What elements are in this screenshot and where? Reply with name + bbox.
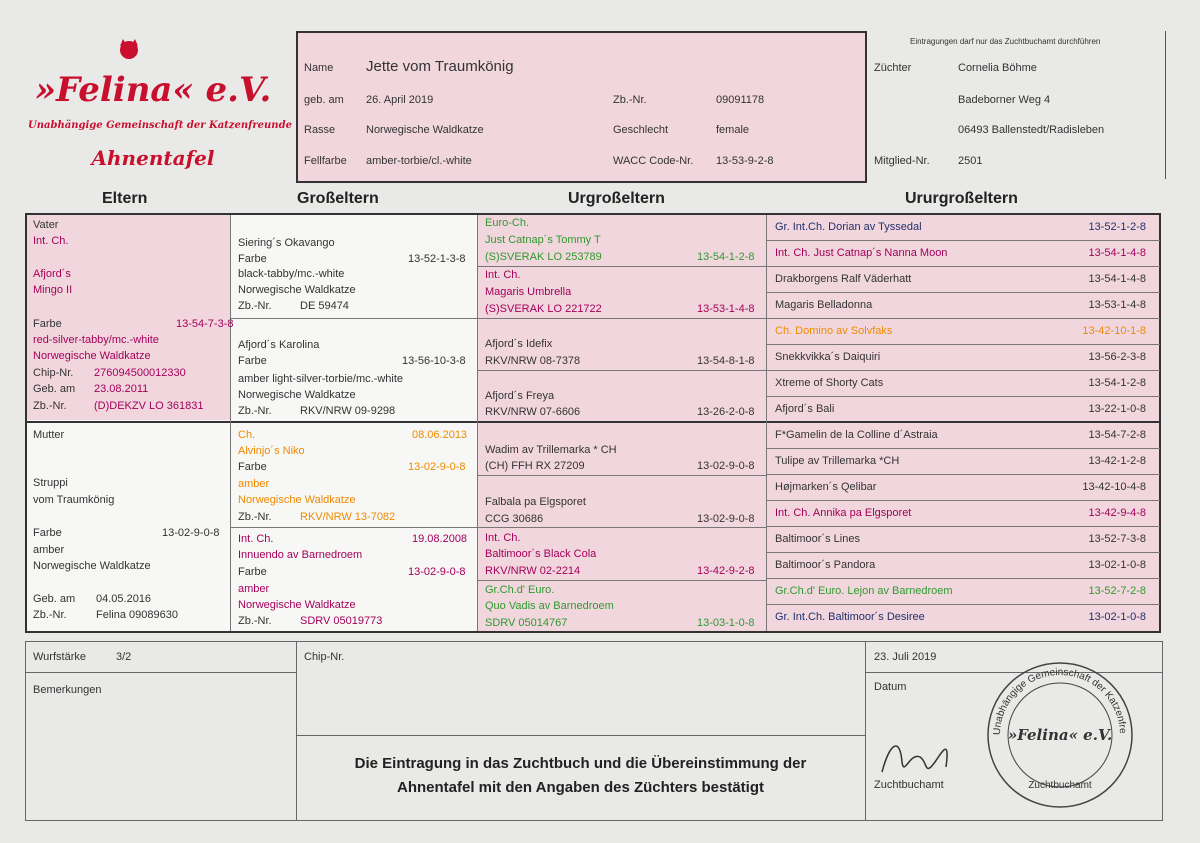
gggp-row bbox=[767, 319, 1160, 345]
breeder-street: Badeborner Weg 4 bbox=[958, 94, 1051, 106]
gggp-code: 13-02-1-0-8 bbox=[1088, 559, 1146, 571]
ggp-reg: RKV/NRW 08-7378 bbox=[485, 355, 581, 367]
breeder-label: Züchter bbox=[874, 62, 912, 74]
ggp-reg: (CH) FFH RX 27209 bbox=[485, 460, 585, 472]
mother-breed: Norwegische Waldkatze bbox=[33, 560, 151, 572]
father-name-1: Afjord´s bbox=[33, 268, 71, 280]
mother-geb-label: Geb. am bbox=[33, 593, 76, 605]
header-greatgrandparents: Urgroßeltern bbox=[568, 190, 665, 207]
header-grandparents: Großeltern bbox=[297, 190, 379, 207]
gggp-name: Gr. Int.Ch. Dorian av Tyssedal bbox=[775, 221, 922, 233]
stamp-ring-text: Unabhängige Gemeinschaft der Katzenfre bbox=[991, 666, 1129, 736]
member-value: 2501 bbox=[958, 155, 983, 167]
gggp-row bbox=[767, 475, 1160, 501]
confirmation-line-1: Die Eintragung in das Zuchtbuch und die Übereinstimmung der bbox=[354, 755, 807, 772]
grandparent-title: Int. Ch. bbox=[238, 533, 274, 545]
gggp-code: 13-22-1-0-8 bbox=[1088, 403, 1146, 415]
gggp-row bbox=[767, 527, 1160, 553]
father-code: 13-54-7-3-8 bbox=[176, 318, 234, 330]
grandparent-color-label: Farbe bbox=[238, 253, 267, 265]
born-value: 26. April 2019 bbox=[366, 94, 434, 106]
ggp-reg: RKV/NRW 02-2214 bbox=[485, 565, 581, 577]
gggp-row bbox=[767, 397, 1160, 422]
breeder-city: 06493 Ballenstedt/Radisleben bbox=[958, 124, 1105, 136]
ggp-name: Quo Vadis av Barnedroem bbox=[485, 600, 614, 612]
litter-label: Wurfstärke bbox=[33, 651, 86, 663]
color-value: amber-torbie/cl.-white bbox=[366, 155, 472, 167]
gggp-name: Gr.Ch.d' Euro. Lejon av Barnedroem bbox=[775, 585, 953, 597]
zb-value: 09091178 bbox=[716, 94, 765, 106]
mother-code: 13-02-9-0-8 bbox=[162, 527, 220, 539]
ggp-reg: (S)SVERAK LO 253789 bbox=[485, 251, 602, 263]
footer-date-label: Datum bbox=[874, 681, 907, 693]
ggp-name: Afjord´s Freya bbox=[485, 390, 555, 402]
father-title: Int. Ch. bbox=[33, 235, 69, 247]
breeder-note: Eintragungen darf nur das Zuchtbuchamt durchführen bbox=[910, 37, 1101, 46]
grandparent-breed: Norwegische Waldkatze bbox=[238, 494, 356, 506]
father-geb: 23.08.2011 bbox=[94, 383, 149, 395]
mother-name-2: vom Traumkönig bbox=[33, 494, 115, 506]
confirmation-line-2: Ahnentafel mit den Angaben des Züchters bestätigt bbox=[397, 779, 764, 796]
mother-zb-label: Zb.-Nr. bbox=[33, 609, 67, 621]
born-label: geb. am bbox=[304, 94, 344, 106]
grandparent-zb: SDRV 05019773 bbox=[300, 615, 383, 627]
grandparent-name: Innuendo av Barnedroem bbox=[238, 549, 363, 561]
breed-value: Norwegische Waldkatze bbox=[366, 124, 484, 136]
cat-logo-icon bbox=[114, 38, 144, 68]
cat-name: Jette vom Traumkönig bbox=[366, 58, 514, 75]
ggp-code: 13-03-1-0-8 bbox=[697, 617, 755, 629]
grandparent-code: 13-02-9-0-8 bbox=[408, 566, 466, 578]
grandparent-name: Siering´s Okavango bbox=[238, 237, 335, 249]
stamp-bottom: Zuchtbuchamt bbox=[1028, 780, 1092, 791]
grandparent-breed: Norwegische Waldkatze bbox=[238, 284, 356, 296]
grandparent-color: amber bbox=[238, 583, 270, 595]
grandparent-color-label: Farbe bbox=[238, 461, 267, 473]
gggp-row bbox=[767, 605, 1160, 631]
header-parents: Eltern bbox=[102, 190, 148, 207]
father-zb-label: Zb.-Nr. bbox=[33, 400, 67, 412]
gggp-row bbox=[767, 449, 1160, 475]
father-color: red-silver-tabby/mc.-white bbox=[33, 334, 159, 346]
gggp-row bbox=[767, 267, 1160, 293]
grandparent-name: Alvinjo´s Niko bbox=[238, 445, 305, 457]
ggp-code: 13-54-8-1-8 bbox=[697, 355, 755, 367]
gggp-name: Tulipe av Trillemarka *CH bbox=[775, 455, 900, 467]
ggp-reg: RKV/NRW 07-6606 bbox=[485, 406, 581, 418]
ggp-title: Int. Ch. bbox=[485, 532, 521, 544]
gggp-code: 13-52-7-2-8 bbox=[1088, 585, 1146, 597]
gggp-code: 13-52-7-3-8 bbox=[1088, 533, 1146, 545]
gggp-code: 13-02-1-0-8 bbox=[1088, 611, 1146, 623]
stamp-brand: »Felina« e.V. bbox=[1007, 726, 1113, 744]
ggp-name: Just Catnap´s Tommy T bbox=[485, 234, 601, 246]
gggp-code: 13-42-10-1-8 bbox=[1082, 325, 1146, 337]
mother-geb: 04.05.2016 bbox=[96, 593, 152, 605]
gggp-name: Magaris Belladonna bbox=[775, 299, 873, 311]
member-label: Mitglied-Nr. bbox=[874, 155, 930, 167]
ggp-code: 13-26-2-0-8 bbox=[697, 406, 755, 418]
father-name-2: Mingo II bbox=[33, 284, 73, 296]
gggp-name: Ch. Domino av Solvfaks bbox=[775, 325, 893, 337]
footer-chip-label: Chip-Nr. bbox=[304, 651, 345, 663]
gggp-code: 13-54-7-2-8 bbox=[1088, 429, 1146, 441]
header-gggrandparents: Ururgroßeltern bbox=[905, 190, 1018, 207]
gggp-row bbox=[767, 345, 1160, 371]
father-chip: 276094500012330 bbox=[94, 367, 186, 379]
gggp-name: Afjord´s Bali bbox=[775, 403, 835, 415]
breed-label: Rasse bbox=[304, 124, 336, 136]
grandparent-code: 13-56-10-3-8 bbox=[402, 355, 466, 367]
gggp-name: Gr. Int.Ch. Baltimoor´s Desiree bbox=[775, 611, 925, 623]
gggp-row bbox=[767, 371, 1160, 397]
office-label: Zuchtbuchamt bbox=[874, 779, 944, 791]
color-label: Fellfarbe bbox=[304, 155, 347, 167]
ggp-name: Wadim av Trillemarka * CH bbox=[485, 444, 617, 456]
grandparent-zb-label: Zb.-Nr. bbox=[238, 300, 272, 312]
ggp-title: Int. Ch. bbox=[485, 269, 521, 281]
grandparent-zb-label: Zb.-Nr. bbox=[238, 615, 272, 627]
signature bbox=[880, 732, 970, 782]
ggp-name: Afjord´s Idefix bbox=[485, 338, 553, 350]
remarks-label: Bemerkungen bbox=[33, 684, 102, 696]
club-stamp bbox=[985, 660, 1135, 810]
name-label: Name bbox=[304, 62, 334, 74]
ggp-code: 13-02-9-0-8 bbox=[697, 460, 755, 472]
father-color-label: Farbe bbox=[33, 318, 62, 330]
father-chip-label: Chip-Nr. bbox=[33, 367, 74, 379]
ggp-name: Baltimoor´s Black Cola bbox=[485, 548, 597, 560]
father-breed: Norwegische Waldkatze bbox=[33, 350, 151, 362]
ggp-reg: (S)SVERAK LO 221722 bbox=[485, 303, 602, 315]
grandparent-breed: Norwegische Waldkatze bbox=[238, 389, 356, 401]
grandparent-breed: Norwegische Waldkatze bbox=[238, 599, 356, 611]
ggp-title: Gr.Ch.d' Euro. bbox=[485, 584, 555, 596]
grandparent-color: amber bbox=[238, 478, 270, 490]
brand-logo: »Felina« e.V. bbox=[34, 70, 272, 110]
gggp-row bbox=[767, 423, 1160, 449]
ggp-code: 13-54-1-2-8 bbox=[697, 251, 755, 263]
father-zb: (D)DEKZV LO 361831 bbox=[94, 400, 204, 412]
grandparent-zb-label: Zb.-Nr. bbox=[238, 511, 272, 523]
gggp-code: 13-52-1-2-8 bbox=[1088, 221, 1146, 233]
gggp-code: 13-56-2-3-8 bbox=[1088, 351, 1146, 363]
grandparent-name: Afjord´s Karolina bbox=[238, 339, 320, 351]
grandparent-color: amber light-silver-torbie/mc.-white bbox=[238, 373, 404, 385]
gggp-name: Drakborgens Ralf Väderhatt bbox=[775, 273, 912, 285]
grandparent-date: 08.06.2013 bbox=[412, 429, 468, 441]
ggp-reg: CCG 30686 bbox=[485, 513, 544, 525]
ggp-title: Euro-Ch. bbox=[485, 217, 530, 229]
gggp-name: Baltimoor´s Lines bbox=[775, 533, 860, 545]
mother-color: amber bbox=[33, 544, 65, 556]
grandparent-date: 19.08.2008 bbox=[412, 533, 468, 545]
gggp-row bbox=[767, 579, 1160, 605]
gggp-row bbox=[767, 501, 1160, 527]
ggp-code: 13-02-9-0-8 bbox=[697, 513, 755, 525]
gggp-row bbox=[767, 215, 1160, 241]
grandparent-title: Ch. bbox=[238, 429, 256, 441]
gggp-name: Int. Ch. Just Catnap´s Nanna Moon bbox=[775, 247, 948, 259]
grandparent-code: 13-52-1-3-8 bbox=[408, 253, 466, 265]
document-title: Ahnentafel bbox=[91, 146, 215, 170]
wacc-value: 13-53-9-2-8 bbox=[716, 155, 774, 167]
grandparent-zb-label: Zb.-Nr. bbox=[238, 405, 272, 417]
ggp-reg: SDRV 05014767 bbox=[485, 617, 568, 629]
ggp-name: Falbala pa Elgsporet bbox=[485, 496, 586, 508]
gggp-code: 13-54-1-4-8 bbox=[1088, 247, 1146, 259]
breeder-name: Cornelia Böhme bbox=[958, 62, 1037, 74]
grandparent-zb: RKV/NRW 13-7082 bbox=[300, 511, 396, 523]
footer-date: 23. Juli 2019 bbox=[874, 651, 937, 663]
zb-label: Zb.-Nr. bbox=[613, 94, 647, 106]
ggp-name: Magaris Umbrella bbox=[485, 286, 572, 298]
brand-subtitle: Unabhängige Gemeinschaft der Katzenfreunde bbox=[28, 120, 292, 131]
mother-zb: Felina 09089630 bbox=[96, 609, 178, 621]
logo-area bbox=[28, 38, 292, 178]
gggp-code: 13-53-1-4-8 bbox=[1088, 299, 1146, 311]
litter-value: 3/2 bbox=[116, 651, 132, 663]
gggp-code: 13-42-1-2-8 bbox=[1088, 455, 1146, 467]
gggp-row bbox=[767, 241, 1160, 267]
mother-role: Mutter bbox=[33, 429, 65, 441]
gggp-name: Baltimoor´s Pandora bbox=[775, 559, 876, 571]
gggp-row bbox=[767, 293, 1160, 319]
gggp-code: 13-54-1-4-8 bbox=[1088, 273, 1146, 285]
gggp-row bbox=[767, 553, 1160, 579]
ggp-code: 13-42-9-2-8 bbox=[697, 565, 755, 577]
father-geb-label: Geb. am bbox=[33, 383, 76, 395]
mother-color-label: Farbe bbox=[33, 527, 62, 539]
gggp-name: F*Gamelin de la Colline d´Astraia bbox=[775, 429, 938, 441]
svg-text:Unabhängige Gemeinschaft der K bbox=[985, 660, 1128, 735]
grandparent-zb: DE 59474 bbox=[300, 300, 349, 312]
gggp-name: Xtreme of Shorty Cats bbox=[775, 377, 884, 389]
grandparent-code: 13-02-9-0-8 bbox=[408, 461, 466, 473]
wacc-label: WACC Code-Nr. bbox=[613, 155, 694, 167]
sex-label: Geschlecht bbox=[613, 124, 669, 136]
gggp-code: 13-42-9-4-8 bbox=[1088, 507, 1146, 519]
grandparent-color-label: Farbe bbox=[238, 566, 267, 578]
gggp-name: Højmarken´s Qelibar bbox=[775, 481, 877, 493]
ggp-code: 13-53-1-4-8 bbox=[697, 303, 755, 315]
gggp-code: 13-54-1-2-8 bbox=[1088, 377, 1146, 389]
gggp-code: 13-42-10-4-8 bbox=[1082, 481, 1146, 493]
grandparent-color-label: Farbe bbox=[238, 355, 267, 367]
grandparent-zb: RKV/NRW 09-9298 bbox=[300, 405, 396, 417]
mother-name-1: Struppi bbox=[33, 477, 68, 489]
gggp-name: Snekkvikka´s Daiquiri bbox=[775, 351, 881, 363]
sex-value: female bbox=[716, 124, 750, 136]
father-role: Vater bbox=[33, 219, 59, 231]
grandparent-color: black-tabby/mc.-white bbox=[238, 268, 345, 280]
gggp-name: Int. Ch. Annika pa Elgsporet bbox=[775, 507, 912, 519]
